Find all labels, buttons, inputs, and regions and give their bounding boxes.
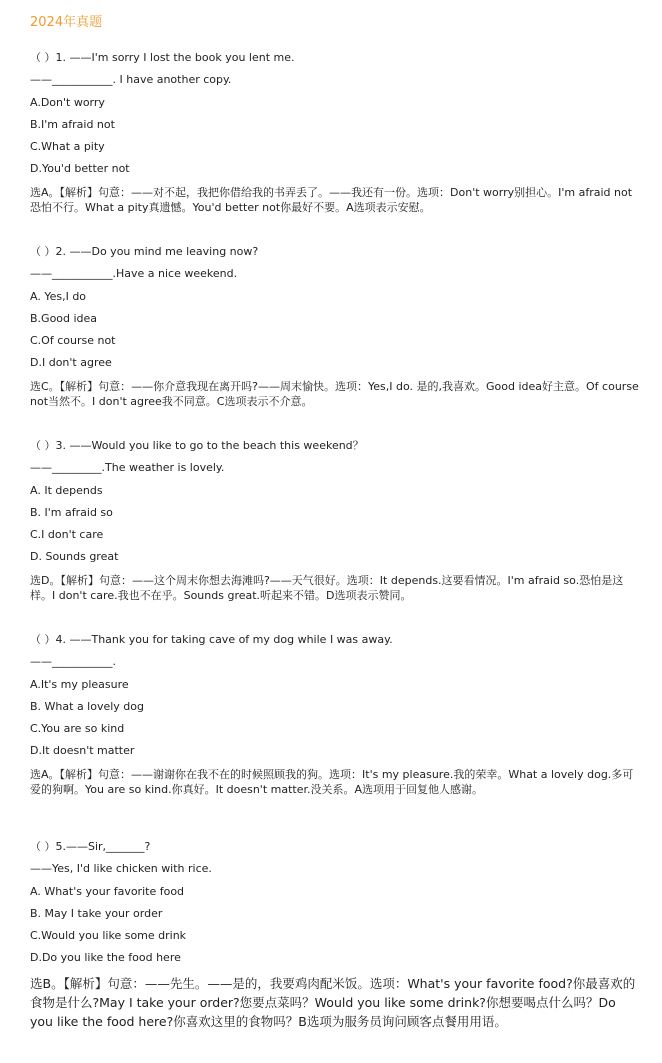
question-1 [30, 51, 640, 215]
question-stem: （ ）3. ——Would you like to go to the beach this weekend？ [30, 439, 364, 452]
question-stem: （ ）5.——Sir,_______? [30, 840, 151, 853]
question-stem: （ ）4. ——Thank you for taking cave of my dog while I was away. [30, 633, 393, 646]
option-a: A. What's your favorite food [30, 884, 185, 898]
question-5 [30, 840, 640, 1031]
option-c: C.Would you like some drink [30, 929, 187, 943]
answer-explanation: 选C。【解析】句意：——你介意我现在离开吗?——周末愉快。选项：Yes,I do. 是的,我喜欢。Good idea好主意。Of course not当然不。I don't agree我不同意。C选项表示不介意。 [30, 379, 639, 408]
question-prompt: ——___________.Have a nice weekend. [30, 267, 238, 281]
answer-explanation: 选A。【解析】句意：——对不起，我把你借给我的书弄丢了。——我还有一份。选项：Don't worry别担心。I'm afraid not恐怕不行。What a pity真遗憾。You'd better not你最好不要。A选项表示安慰。 [30, 185, 633, 214]
option-d: D. Sounds great [30, 550, 119, 564]
option-b: B. May I take your order [30, 906, 163, 920]
question-prompt: ——_________.The weather is lovely. [30, 461, 225, 475]
answer-explanation: 选A。【解析】句意：——谢谢你在我不在的时候照顾我的狗。选项：It's my pleasure.我的荣幸。What a lovely dog.多可爱的狗啊。You are so kind.你真好。It doesn't matter.没关系。A选项用于回复他人感谢。 [30, 767, 634, 796]
question-stem: （ ）1. ——I'm sorry I lost the book you lent me. [30, 51, 295, 64]
question-4 [30, 633, 640, 797]
answer-explanation: 选D。【解析】句意：——这个周末你想去海滩吗?——天气很好。选项：It depends.这要看情况。I'm afraid so.恐怕是这样。I don't care.我也不在乎。Sounds great.听起来不错。D选项表示赞同。 [30, 573, 624, 602]
option-b: B.I'm afraid not [30, 117, 115, 131]
option-c: C.I don't care [30, 528, 104, 542]
option-a: A. Yes,I do [30, 289, 87, 303]
option-b: B. I'm afraid so [30, 505, 113, 519]
option-d: D.You'd better not [30, 162, 130, 176]
option-b: B.Good idea [30, 311, 98, 325]
option-a: A.It's my pleasure [30, 677, 129, 691]
option-c: C.You are so kind [30, 722, 125, 736]
page-title: 2024年真题 [30, 15, 103, 30]
option-c: C.What a pity [30, 140, 105, 154]
question-stem: （ ）2. ——Do you mind me leaving now? [30, 245, 259, 258]
option-a: A. It depends [30, 483, 103, 497]
option-d: D.I don't agree [30, 356, 112, 370]
answer-explanation: 选B。【解析】句意：——先生。——是的，我要鸡肉配米饭。选项：What's your favorite food?你最喜欢的食物是什么?May I take your order?您要点菜吗？Would you like some drink?你想要喝点什么吗？Do you like the food here?你喜欢这里的食物吗？B选项为服务员询问顾客点餐用用语。 [30, 975, 636, 1029]
option-b: B. What a lovely dog [30, 699, 144, 713]
option-d: D.It doesn't matter [30, 744, 135, 758]
question-prompt: ——___________. [30, 655, 116, 669]
question-2 [30, 245, 640, 409]
option-a: A.Don't worry [30, 95, 105, 109]
question-prompt: ——___________. I have another copy. [30, 73, 232, 87]
option-c: C.Of course not [30, 334, 116, 348]
question-3 [30, 439, 640, 603]
question-prompt: ——Yes, I'd like chicken with rice. [30, 862, 212, 876]
option-d: D.Do you like the food here [30, 951, 181, 965]
